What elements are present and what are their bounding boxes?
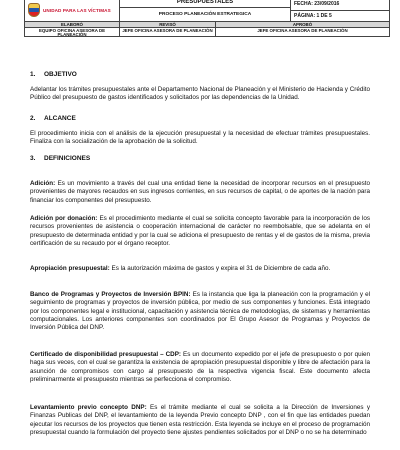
section-title: OBJETIVO [44,71,77,78]
document-title: PRESUPUESTALES [120,0,290,8]
signature-table [24,22,390,37]
section-number: 2. [30,115,36,122]
section-heading-alcance [30,115,370,123]
reviso-label: REVISÓ [120,22,215,28]
elaboro-label: ELABORÓ [25,22,119,28]
logo-text: UNIDAD PARA LAS VÍCTIMAS [43,7,111,13]
definition-text: Es la autorización máxima de gastos y expira el 31 de Diciembre de cada año. [109,265,331,272]
section-text-objetivo: Adelantar los trámites presupuestales ante el Departamento Nacional de Planeación y el Ministerio de Hacienda y Crédito Público del presupuesto de gastos identificados y solicitados por las dependencias de la Unidad. [30,86,370,102]
definition-text: Es el procedimiento mediante el cual se solicita concepto favorable para la incorporación de los recursos provenientes de asistencia o cooperación internacional de carácter no reembolsable, que se adelanta en el presupuesto de determinada entidad y por la cual se adiciona el presupuesto de rentas y el de gastos de la misma, previa certificación de su recaudo por el órgano receptor. [30,215,371,247]
reviso-value: JEFE OFICINA ASESORA DE PLANEACIÓN [122,27,213,33]
definition-paragraph [30,180,370,205]
section-number: 3. [30,155,36,162]
definition-text: Es un documento expedido por el jefe de presupuesto o por quien haga sus veces, con el cual se garantiza la existencia de apropiación presupuestal disponible y libre de afectación para la asunción de compromisos con cargo al presupuesto de la respectiva vigencia fiscal. Este documento afecta preliminarmente el presupuesto mientras se perfecciona el compromiso. [30,351,370,383]
meta-cell [291,0,389,21]
process-name: PROCESO PLANEACIÓN ESTRATEGICA [158,12,252,17]
definition-paragraph [30,215,370,248]
section-number: 1. [30,71,36,78]
aprobo-value: JEFE OFICINA ASESORA DE PLANEACIÓN [257,27,348,33]
document-date: FECHA: 23/09/2016 [291,0,389,11]
section-title: ALCANCE [44,115,76,122]
definition-paragraph [30,404,370,437]
elaboro-value: EQUIPO OFICINA ASESORA DE PLANEACIÓN [38,27,106,38]
section-text-alcance: El procedimiento inicia con el análisis de la ejecución presupuestal y la necesidad de efectuar trámites presupuestales. Finaliza con la socialización de la aprobación de la solicitud. [30,130,370,146]
aprobo-column [216,22,389,36]
definition-term: Apropiación presupuestal: [30,265,110,272]
definition-text: Es el trámite mediante el cual se solicita a la Dirección de Inversiones y Finanzas Publicas del DNP, el levantamiento de la leyenda Previo concepto DNP , con el fin que las entidades puedan ejecutar los recursos de los proyectos que tienen esta restricción. Esta leyenda se incluye en el proceso de programación presupuestal cuando la formulación del proyecto tiene ajustes pendientes solicitados por el DNP o no se ha determinado [30,404,371,436]
definition-paragraph [30,265,370,273]
section-title: DEFINICIONES [44,155,91,162]
definition-term: Certificado de disponibilidad presupuestal – CDP: [30,351,182,358]
definition-paragraph [30,291,370,332]
aprobo-label: APROBÓ [216,22,389,28]
elaboro-column [25,22,120,36]
definition-term: Levantamiento previo concepto DNP: [30,404,147,411]
definition-term: Adición por donación: [30,215,98,222]
section-heading-definiciones [30,155,370,163]
page-number: PÁGINA: 1 DE 5 [294,13,332,19]
title-cell [120,0,291,21]
logo-cell [25,0,120,21]
definition-paragraph [30,351,370,384]
section-heading-objetivo [30,71,370,79]
reviso-column [120,22,216,36]
definition-text: Es la instancia que liga la planeación con la programación y el seguimiento de programas y proyectos de inversión pública, por medio de sus componentes y funciones. Está integrado por los componentes legal e institucional, capacitación y asistencia técnica de metodologías, de sistemas y herramientas computacionales. Los anteriores componentes son coordinados por El Grupo Asesor de Programas y Proyectos de Inversión Pública del DNP. [30,291,370,332]
definition-term: Banco de Programas y Proyectos de Inversión BPIN: [30,291,191,298]
coat-of-arms-icon [28,3,40,17]
document-header [24,0,390,22]
definition-text: Es un movimiento a través del cual una entidad tiene la necesidad de incorporar recursos en el presupuesto provenientes de mayores recaudos en sus ingresos corrientes, en sus recursos de capital, o de aportes de la nación para financiar los componentes del presupuesto. [30,180,370,204]
definition-term: Adición: [30,180,56,187]
